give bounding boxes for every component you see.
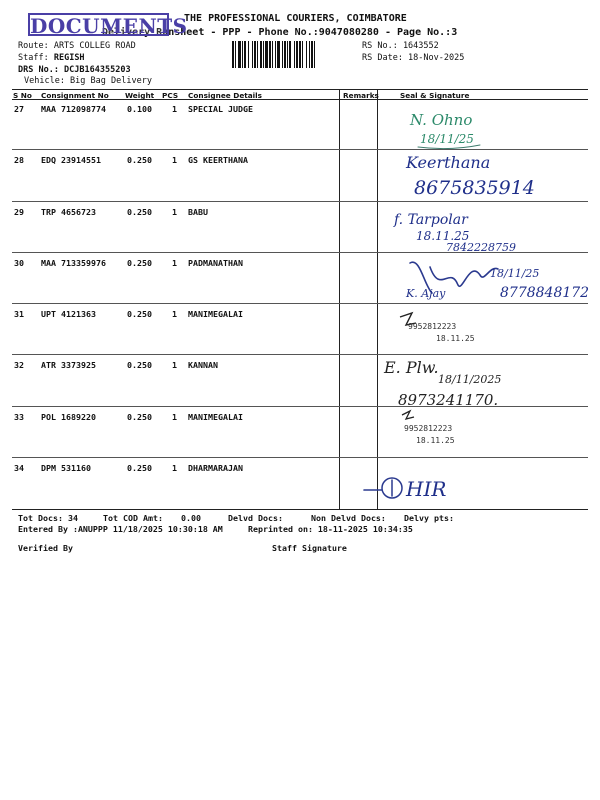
cell-sno: 29 xyxy=(14,206,24,217)
column-header-sno: S No xyxy=(13,90,32,100)
cell-consignee: MANIMEGALAI xyxy=(188,411,243,422)
tot-cod-value: 0.00 xyxy=(181,513,201,523)
signature-30-name: K. Ajay xyxy=(406,287,446,300)
staff-signature: Staff Signature xyxy=(272,543,347,553)
cell-consignment: TRP 4656723 xyxy=(41,206,96,217)
documents-stamp: DOCUMENTS xyxy=(30,14,188,38)
signature-33-phone: 9952812223 xyxy=(404,424,453,433)
signature-32-name: E. Plw. xyxy=(384,358,439,377)
signature-28-name: Keerthana xyxy=(406,153,491,172)
vehicle-label: Vehicle: Big Bag Delivery xyxy=(24,76,152,86)
cell-sno: 34 xyxy=(14,462,24,473)
cell-pcs: 1 xyxy=(172,104,177,114)
tot-cod-label: Tot COD Amt: xyxy=(103,513,163,523)
signature-29-name: f. Tarpolar xyxy=(394,212,468,228)
cell-pcs: 1 xyxy=(172,360,177,371)
signature-32-phone: 8973241170. xyxy=(398,391,499,408)
staff-line xyxy=(18,53,85,63)
cell-weight: 0.250 xyxy=(127,411,152,422)
cell-pcs: 1 xyxy=(172,257,177,268)
signature-31-date: 18.11.25 xyxy=(436,334,475,343)
cell-pcs: 1 xyxy=(172,411,177,422)
column-header-remarks: Remarks xyxy=(343,90,379,100)
cell-consignment: EDQ 23914551 xyxy=(41,155,101,166)
cell-sno: 32 xyxy=(14,360,24,371)
signature-row-29 xyxy=(380,202,580,257)
cell-weight: 0.250 xyxy=(127,309,152,319)
signature-row-33 xyxy=(380,405,580,455)
cell-sno: 28 xyxy=(14,155,24,166)
drs-number: DRS No.: DCJB164355203 xyxy=(18,65,131,75)
cell-pcs: 1 xyxy=(172,309,177,319)
cell-consignment: MAA 713359976 xyxy=(41,257,106,268)
cell-sno: 30 xyxy=(14,257,24,268)
cell-weight: 0.250 xyxy=(127,257,152,268)
column-header-seal-signature: Seal & Signature xyxy=(400,90,470,100)
cell-consignee: MANIMEGALAI xyxy=(188,309,243,319)
cell-consignee: PADMANATHAN xyxy=(188,257,243,268)
cell-sno: 27 xyxy=(14,104,24,114)
cell-weight: 0.250 xyxy=(127,462,152,473)
signature-31-phone: 9952812223 xyxy=(408,322,457,331)
signature-27-name: N. Ohno xyxy=(410,111,473,129)
signature-row-30 xyxy=(380,255,590,305)
cell-pcs: 1 xyxy=(172,206,177,217)
rs-number: RS No.: 1643552 xyxy=(362,41,439,51)
route-label: Route: ARTS COLLEG ROAD xyxy=(18,41,136,51)
cell-consignee: DHARMARAJAN xyxy=(188,462,243,473)
cell-weight: 0.250 xyxy=(127,206,152,217)
column-header-pcs: PCS xyxy=(162,90,179,100)
company-name: THE PROFESSIONAL COURIERS, COIMBATORE xyxy=(184,13,407,24)
staff-label: Staff: xyxy=(18,53,49,63)
entered-by: Entered By :ANUPPP 11/18/2025 10:30:18 AM xyxy=(18,524,223,534)
barcode xyxy=(232,41,358,68)
cell-consignee: BABU xyxy=(188,206,208,217)
cell-consignment: MAA 712098774 xyxy=(41,104,106,114)
verified-by: Verified By xyxy=(18,543,73,553)
cell-weight: 0.250 xyxy=(127,360,152,371)
column-header-weight: Weight xyxy=(125,90,155,100)
tot-docs: Tot Docs: 34 xyxy=(18,513,78,523)
signature-row-32 xyxy=(380,353,590,408)
cell-consignee: SPECIAL JUDGE xyxy=(188,104,253,114)
cell-consignment: POL 1689220 xyxy=(41,411,96,422)
cell-consignment: DPM 531160 xyxy=(41,462,91,473)
column-header-consignee: Consignee Details xyxy=(188,90,263,100)
signature-row-34 xyxy=(360,470,500,506)
signature-30-phone: 8778848172 xyxy=(500,285,590,301)
cell-weight: 0.100 xyxy=(127,104,152,114)
signature-33-date: 18.11.25 xyxy=(416,436,455,445)
signature-32-date: 18/11/2025 xyxy=(438,373,502,386)
cell-sno: 33 xyxy=(14,411,24,422)
table-row xyxy=(0,458,600,509)
signature-row-28 xyxy=(380,150,590,202)
column-header-consignment: Consignment No xyxy=(41,90,109,100)
signature-34-name: HIR xyxy=(406,477,447,501)
delvd-docs: Delvd Docs: xyxy=(228,513,283,523)
signature-28-phone: 8675835914 xyxy=(414,177,535,199)
cell-consignee: GS KEERTHANA xyxy=(188,155,248,166)
delvy-pts: Delvy pts: xyxy=(404,513,454,523)
reprinted-on: Reprinted on: 18-11-2025 10:34:35 xyxy=(248,524,413,534)
non-delvd-docs: Non Delvd Docs: xyxy=(311,513,386,523)
runsheet-subtitle: Delivery Runsheet - PPP - Phone No.:9047080280 - Page No.:3 xyxy=(102,27,458,38)
staff-value: REGISH xyxy=(53,53,85,63)
cell-consignment: UPT 4121363 xyxy=(41,309,96,319)
cell-pcs: 1 xyxy=(172,462,177,473)
cell-sno: 31 xyxy=(14,309,24,319)
cell-consignment: ATR 3373925 xyxy=(41,360,96,371)
cell-consignee: KANNAN xyxy=(188,360,218,371)
signature-29-phone: 7842228759 xyxy=(446,241,516,254)
signature-29-date: 18.11.25 xyxy=(416,229,470,243)
rs-date: RS Date: 18-Nov-2025 xyxy=(362,53,465,63)
cell-pcs: 1 xyxy=(172,155,177,166)
signature-row-27 xyxy=(380,105,580,155)
signature-27-date: 18/11/25 xyxy=(420,132,474,146)
signature-row-31 xyxy=(380,305,580,355)
cell-weight: 0.250 xyxy=(127,155,152,166)
signature-30-date: 18/11/25 xyxy=(490,267,540,280)
